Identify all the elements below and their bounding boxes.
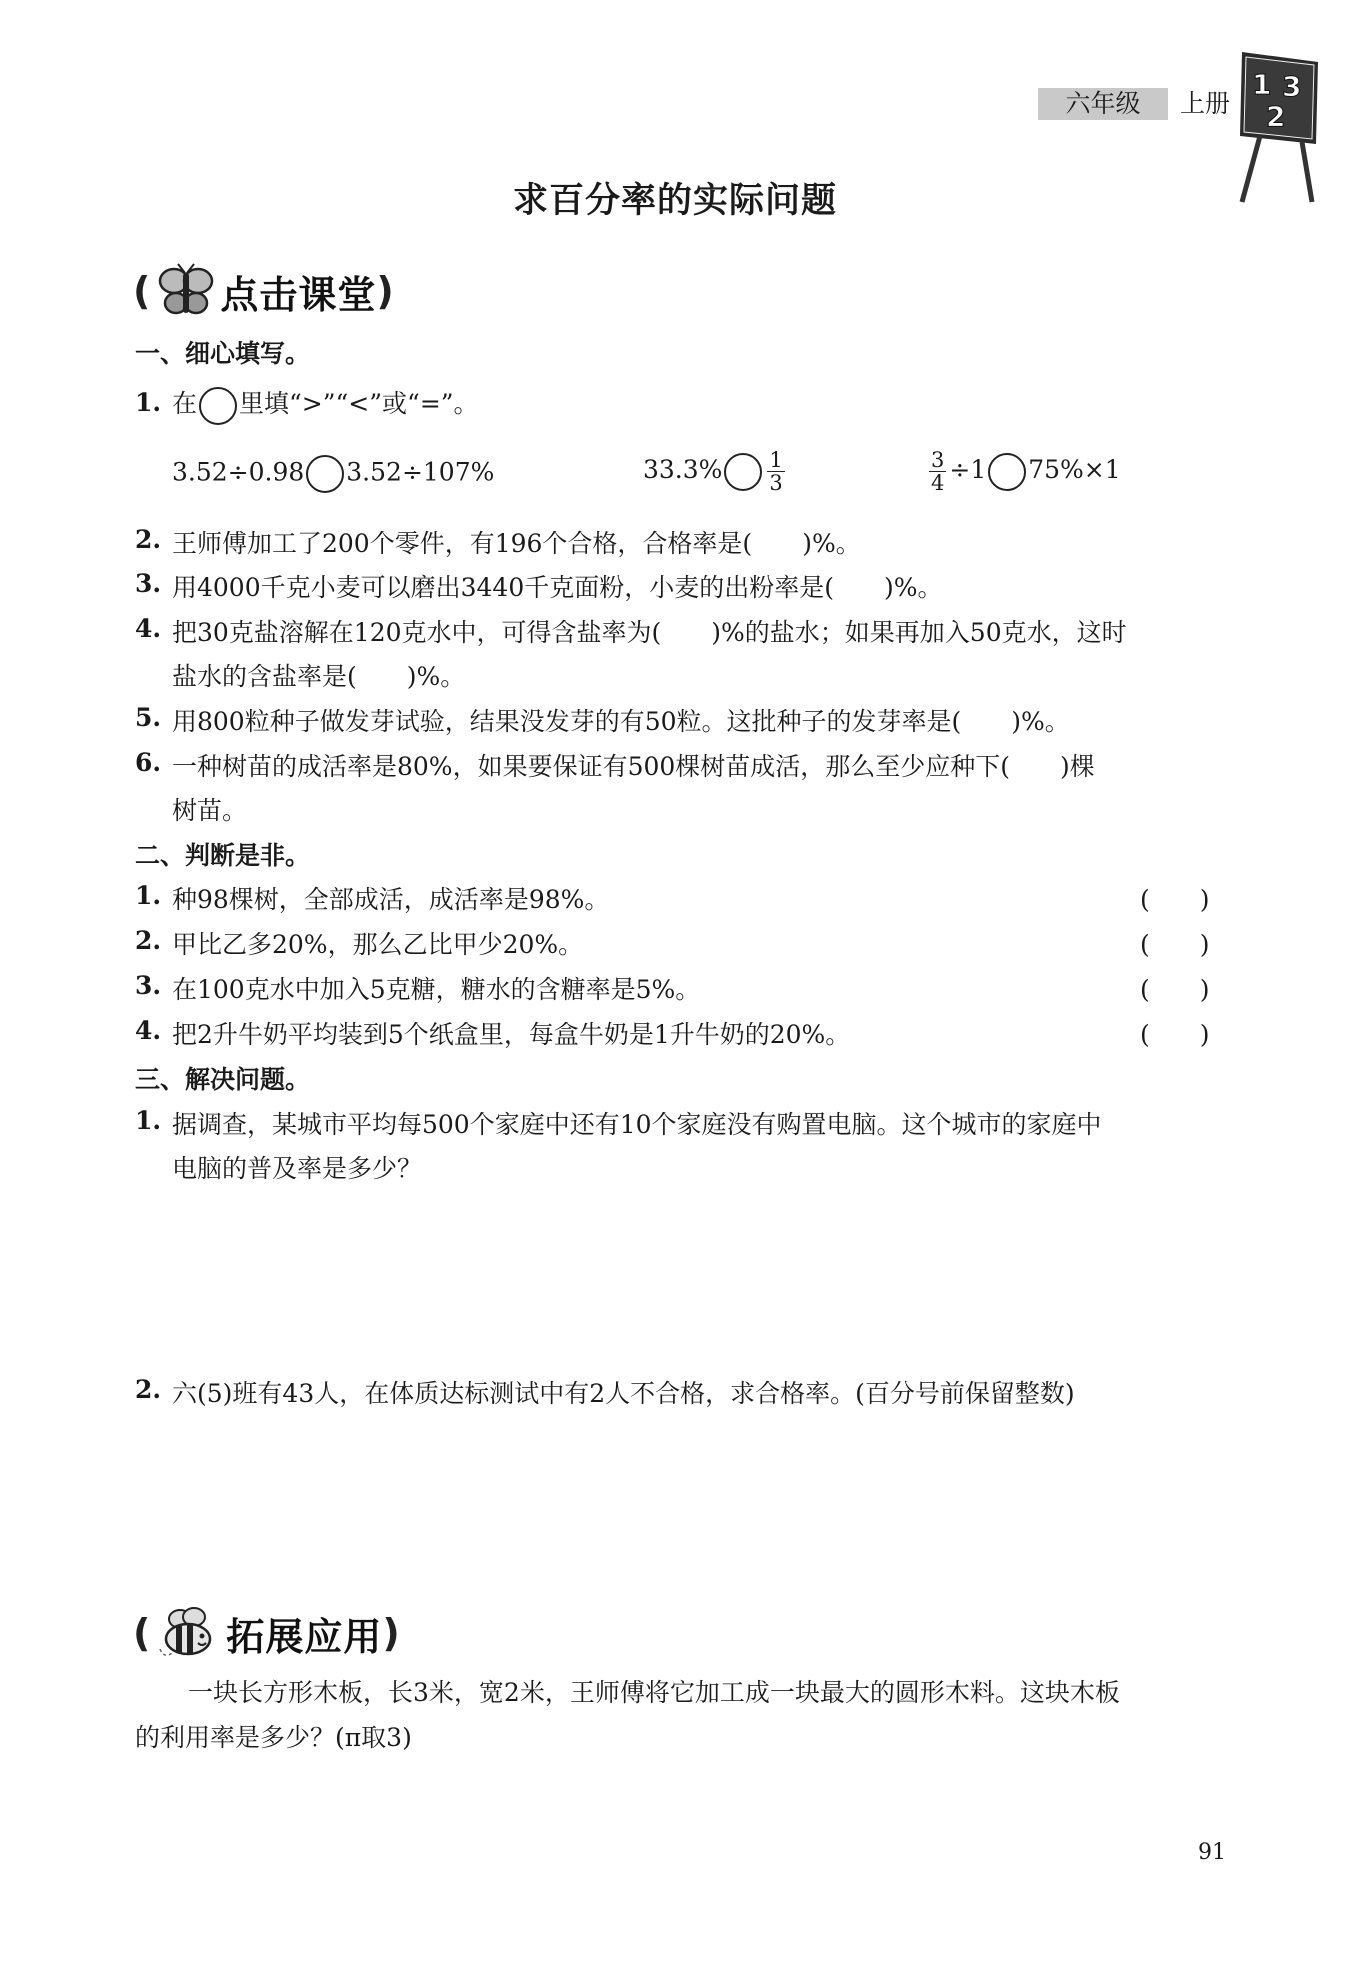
- part3-heading: 三、解决问题。: [135, 1065, 311, 1094]
- judge3-text: 在100克水中加入5克糖，糖水的含糖率是5%。: [172, 975, 701, 1004]
- q1-post: 里填“>”“<”或“=”。: [239, 389, 479, 418]
- banner-bracket-right: ): [382, 1611, 400, 1655]
- part1-heading: 一、细心填写。: [135, 339, 311, 368]
- butterfly-icon: [156, 263, 216, 319]
- judge4-text: 把2升牛奶平均装到5个纸盒里，每盒牛奶是1升牛奶的20%。: [172, 1020, 851, 1049]
- blank-circle[interactable]: [199, 387, 237, 425]
- q2-number: 2.: [135, 525, 162, 554]
- q4-text-line1: 把30克盐溶解在120克水中，可得含盐率为( )%的盐水；如果再加入50克水，这时: [172, 618, 1127, 647]
- banner-bracket-right: ): [376, 269, 394, 313]
- compare-c-mid: ÷1: [949, 455, 987, 484]
- compare-b-fraction: $\frac{1}{3}$: [769, 448, 783, 495]
- volume-label: 上册: [1180, 89, 1231, 118]
- q1-compare-c: [926, 449, 1121, 494]
- q1-compare-b: [643, 449, 788, 494]
- judge2-answer-blank[interactable]: ( ): [1140, 930, 1210, 959]
- judge3-number: 3.: [135, 971, 162, 1000]
- banner-bracket-left: (: [133, 1611, 151, 1655]
- compare-c-right: 75%×1: [1028, 455, 1121, 484]
- board-digit-1: 1: [1252, 68, 1272, 101]
- judge1-number: 1.: [135, 881, 162, 910]
- compare-b-circle[interactable]: [724, 453, 762, 491]
- compare-b-left: 33.3%: [643, 455, 723, 484]
- judge1-text: 种98棵树，全部成活，成活率是98%。: [172, 885, 610, 914]
- compare-c-fraction: $\frac{3}{4}$: [931, 448, 945, 495]
- judge1-answer-blank[interactable]: ( ): [1140, 885, 1210, 914]
- board-digit-2: 2: [1266, 100, 1286, 133]
- compare-a-circle[interactable]: [306, 455, 344, 493]
- board-digit-3: 3: [1282, 70, 1302, 103]
- q1-pre: 在: [172, 389, 198, 418]
- page-number: 91: [1198, 1840, 1226, 1865]
- solve2-text: 六(5)班有43人，在体质达标测试中有2人不合格，求合格率。(百分号前保留整数): [172, 1379, 1075, 1408]
- q4-text-line2: 盐水的含盐率是( )%。: [172, 662, 466, 691]
- q4-number: 4.: [135, 614, 162, 643]
- q5-text: 用800粒种子做发芽试验，结果没发芽的有50粒。这批种子的发芽率是( )%。: [172, 707, 1070, 736]
- compare-c-circle[interactable]: [988, 453, 1026, 491]
- section-banner-classroom: [133, 262, 394, 320]
- section-title-extend: 拓展应用: [226, 1614, 383, 1659]
- q5-number: 5.: [135, 703, 162, 732]
- bee-icon: [156, 1605, 222, 1661]
- compare-a-right: 3.52÷107%: [346, 457, 495, 487]
- extend-text-line1: 一块长方形木板，长3米，宽2米，王师傅将它加工成一块最大的圆形木料。这块木板: [188, 1678, 1120, 1707]
- judge2-number: 2.: [135, 926, 162, 955]
- section-banner-extend: [133, 1604, 400, 1662]
- q6-text-line1: 一种树苗的成活率是80%，如果要保证有500棵树苗成活，那么至少应种下( )棵: [172, 752, 1095, 781]
- q3-text: 用4000千克小麦可以磨出3440千克面粉，小麦的出粉率是( )%。: [172, 573, 943, 602]
- section-title-classroom: 点击课堂: [220, 272, 377, 317]
- q6-number: 6.: [135, 748, 162, 777]
- page-title: 求百分率的实际问题: [512, 181, 837, 221]
- compare-a-left: 3.52÷0.98: [172, 457, 305, 487]
- solve1-text-line2: 电脑的普及率是多少？: [172, 1154, 423, 1183]
- judge4-answer-blank[interactable]: ( ): [1140, 1020, 1210, 1049]
- solve1-text-line1: 据调查，某城市平均每500个家庭中还有10个家庭没有购置电脑。这个城市的家庭中: [172, 1110, 1102, 1139]
- solve1-number: 1.: [135, 1106, 162, 1135]
- judge2-text: 甲比乙多20%，那么乙比甲少20%。: [172, 930, 584, 959]
- q3-number: 3.: [135, 569, 162, 598]
- judge4-number: 4.: [135, 1016, 162, 1045]
- part2-heading: 二、判断是非。: [135, 841, 311, 870]
- banner-bracket-left: (: [133, 269, 151, 313]
- q6-text-line2: 树苗。: [172, 796, 248, 825]
- grade-band: [1038, 88, 1168, 120]
- q1-compare-a: [172, 455, 494, 493]
- q1-number: 1.: [135, 388, 162, 417]
- grade-label: 六年级: [1065, 89, 1141, 118]
- judge3-answer-blank[interactable]: ( ): [1140, 975, 1210, 1004]
- solve2-number: 2.: [135, 1375, 162, 1404]
- q1-instruction: [172, 384, 479, 425]
- q2-text: 王师傅加工了200个零件，有196个合格，合格率是( )%。: [172, 529, 861, 558]
- extend-text-line2: 的利用率是多少？(π取3): [135, 1723, 412, 1752]
